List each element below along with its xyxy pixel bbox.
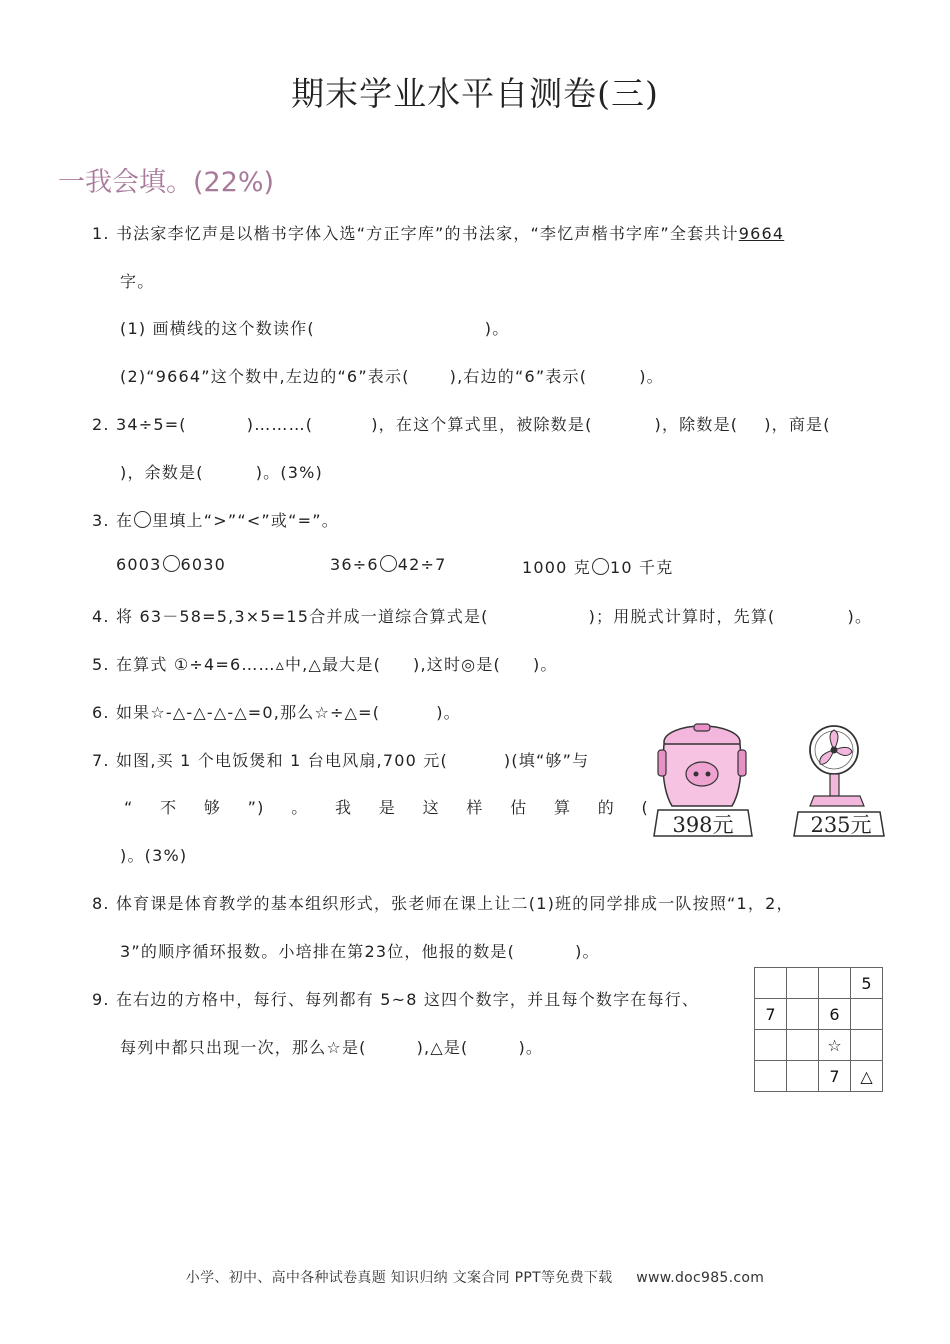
price-label-fan: 235元 (810, 813, 872, 837)
grid-cell (787, 968, 819, 999)
q3-c3-right: 10 千克 (610, 558, 674, 577)
q4-text-c: )。 (847, 607, 873, 626)
grid-cell (819, 968, 851, 999)
q6-text-b: )。 (436, 703, 461, 722)
q3-c1-right: 6030 (180, 555, 227, 574)
grid-row (755, 968, 883, 999)
q1-sub2 (120, 364, 664, 387)
q8-text-b: )。 (575, 942, 600, 961)
grid-cell: 5 (851, 968, 883, 999)
q2-text-a: 2. 34÷5=( (92, 415, 187, 434)
grid-cell: 7 (819, 1061, 851, 1092)
q1-sub1-text: (1) 画横线的这个数读作( (120, 319, 315, 338)
q3-c2-left: 36÷6 (330, 555, 379, 574)
page-title: 期末学业水平自测卷(三) (291, 74, 659, 113)
q9-text-a: 每列中都只出现一次，那么☆是( (120, 1038, 367, 1057)
q5-text-c: )。 (532, 655, 558, 674)
grid-row (755, 1030, 883, 1061)
q2-text-e: )，商是( (764, 415, 831, 434)
q5-text-a: 5. 在算式 ①÷4=6……▵中,△最大是( (92, 655, 382, 674)
grid-cell (755, 1030, 787, 1061)
q8-text-a: 3”的顺序循环报数。小培排在第23位，他报的数是( (120, 942, 516, 961)
q1-text: 1. 书法家李忆声是以楷书字体入选“方正字库”的书法家，“李忆声楷书字库”全套共计 (92, 224, 739, 243)
q7-text-c: “不够”)。我是这样估算的( (124, 798, 649, 817)
rice-cooker-handle (694, 724, 710, 731)
q1-underlined-number: 9664 (738, 224, 785, 243)
footer-site-link[interactable]: www.doc985.com (636, 1270, 765, 1286)
question-8: 8. 体育课是体育教学的基本组织形式，张老师在课上让二(1)班的同学排成一队按照“1，2， (92, 894, 794, 913)
q2-text-b: )………( (246, 415, 314, 434)
compare-circle-3[interactable] (592, 558, 609, 575)
q2-text-g: )。(3%) (255, 463, 323, 482)
q3-compare-3 (522, 555, 673, 578)
q2-text-f: )，余数是( (120, 463, 204, 482)
q7-line3: )。(3%) (120, 846, 188, 865)
q9-text-b: ),△是( (416, 1038, 469, 1057)
grid-cell: △ (851, 1061, 883, 1092)
q7-line2 (124, 795, 649, 818)
q3-compare-1 (116, 555, 226, 574)
circle-icon (134, 511, 151, 528)
grid-cell (755, 968, 787, 999)
q2-text-d: )，除数是( (654, 415, 739, 434)
q3-text-b: 里填上“>”“<”或“=”。 (152, 511, 339, 530)
question-2 (92, 412, 831, 435)
grid-cell: 7 (755, 999, 787, 1030)
question-6 (92, 700, 461, 723)
section-heading: 一我会填。(22%) (58, 167, 275, 198)
question-7 (92, 748, 589, 771)
q9-line2 (120, 1035, 543, 1058)
q7-text-a: 7. 如图,买 1 个电饭煲和 1 台电风扇,700 元( (92, 751, 448, 770)
q7-text-b: )(填“够”与 (503, 751, 590, 770)
q1-sub2-text-c: )。 (639, 367, 664, 386)
q8-line2 (120, 939, 600, 962)
grid-cell (787, 1030, 819, 1061)
question-9: 9. 在右边的方格中，每行、每列都有 5~8 这四个数字，并且每个数字在每行、 (92, 990, 700, 1009)
fan-base (810, 796, 864, 806)
question-5 (92, 652, 558, 675)
q1-line2: 字。 (120, 272, 155, 291)
q3-c2-right: 42÷7 (397, 555, 447, 574)
q5-text-b: ),这时◎是( (413, 655, 501, 674)
grid-cell (787, 1061, 819, 1092)
q3-c1-left: 6003 (116, 555, 162, 574)
q2-line2 (120, 460, 323, 483)
fan-pole (830, 774, 839, 796)
q6-text-a: 6. 如果☆-△-△-△-△=0,那么☆÷△=( (92, 703, 381, 722)
q3-text-a: 3. 在 (92, 511, 134, 530)
rice-cooker-eye-right (706, 772, 711, 777)
grid-cell: ☆ (819, 1030, 851, 1061)
compare-circle-1[interactable] (163, 555, 180, 572)
fan-hub (831, 747, 838, 754)
q1-sub2-text-a: (2)“9664”这个数中,左边的“6”表示( (120, 367, 410, 386)
q2-text-c: )，在这个算式里，被除数是( (371, 415, 593, 434)
grid-cell: 6 (819, 999, 851, 1030)
grid-row (755, 1061, 883, 1092)
q4-text-a: 4. 将 63－58=5,3×5=15合并成一道综合算式是( (92, 607, 489, 626)
question-1 (92, 221, 784, 244)
grid-cell (787, 999, 819, 1030)
q4-text-b: )；用脱式计算时，先算( (588, 607, 776, 626)
q3-compare-2 (330, 555, 447, 574)
q9-text-c: )。 (518, 1038, 544, 1057)
rice-cooker-face (686, 762, 718, 786)
compare-circle-2[interactable] (380, 555, 397, 572)
number-grid (754, 967, 883, 1092)
grid-cell (851, 1030, 883, 1061)
page-footer (0, 1267, 950, 1287)
rice-cooker-side-handle-right (738, 750, 746, 776)
grid-cell (851, 999, 883, 1030)
q3-c3-left: 1000 克 (522, 558, 592, 577)
q1-sub1-end: )。 (484, 319, 510, 338)
question-3 (92, 508, 339, 531)
question-4 (92, 604, 872, 627)
price-label-rice-cooker: 398元 (672, 813, 734, 837)
grid-cell (755, 1061, 787, 1092)
q1-sub1 (120, 316, 509, 339)
footer-text: 小学、初中、高中各种试卷真题 知识归纳 文案合同 PPT等免费下载 (185, 1270, 613, 1286)
q1-sub2-text-b: ),右边的“6”表示( (449, 367, 588, 386)
grid-row (755, 999, 883, 1030)
rice-cooker-eye-left (694, 772, 699, 777)
rice-cooker-side-handle-left (658, 750, 666, 776)
